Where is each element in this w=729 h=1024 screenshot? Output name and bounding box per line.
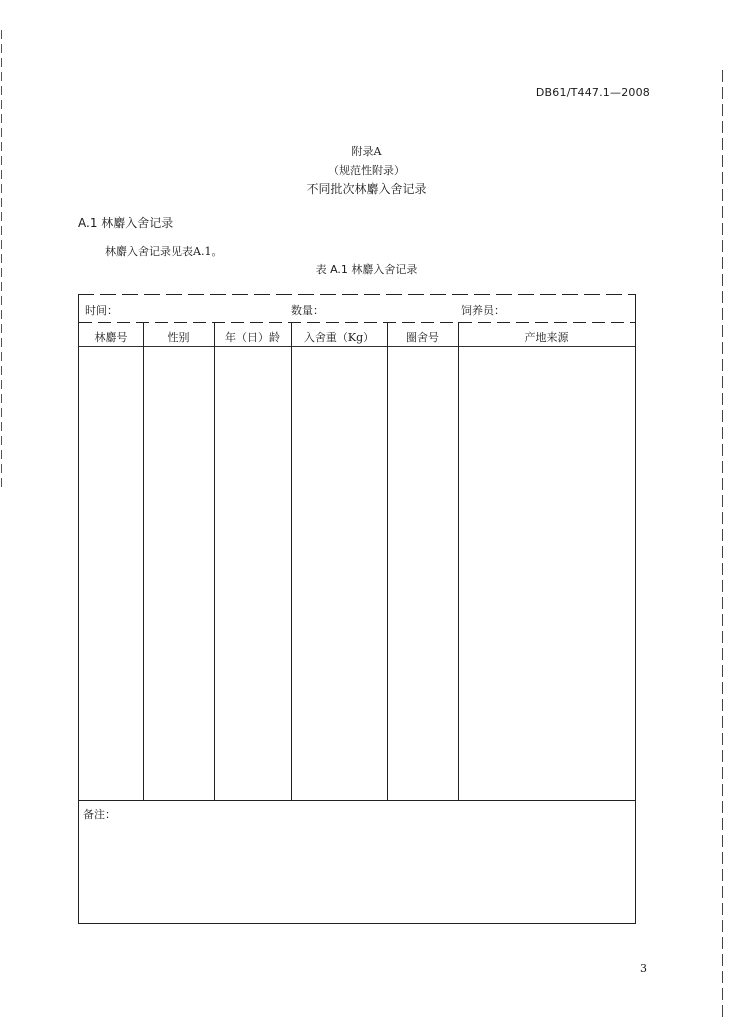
- column-header-sex: 性别: [167, 331, 190, 344]
- column-header-musk-deer-id: 林麝号: [94, 331, 128, 344]
- column-divider: [143, 322, 144, 800]
- column-header-pen-number: 圈舍号: [406, 331, 439, 344]
- annex-title: 不同批次林麝入舍记录: [306, 182, 427, 196]
- annex-type: （规范性附录）: [328, 164, 405, 177]
- record-table: [78, 294, 636, 924]
- scan-edge-right: [722, 70, 723, 1020]
- meta-count-label: 数量：: [291, 304, 324, 317]
- meta-time-label: 时间：: [85, 304, 118, 317]
- section-heading: A.1 林麝入舍记录: [78, 216, 174, 230]
- table-caption: 表 A.1 林麝入舍记录: [315, 263, 418, 276]
- column-header-age: 年（日）龄: [225, 331, 280, 344]
- column-header-origin: 产地来源: [524, 331, 569, 344]
- column-divider: [387, 322, 388, 800]
- section-body: 林麝入舍记录见表A.1。: [105, 245, 223, 258]
- header-divider: [79, 346, 635, 347]
- remarks-divider: [79, 800, 635, 801]
- page-number: 3: [640, 962, 647, 975]
- standard-code: DB61/T447.1—2008: [535, 86, 650, 99]
- remarks-label: 备注：: [83, 808, 116, 821]
- column-divider: [291, 322, 292, 800]
- annex-label: 附录A: [351, 145, 382, 158]
- scan-edge-left: [1, 30, 2, 490]
- table-meta-row: [79, 294, 635, 322]
- meta-divider: [79, 322, 635, 323]
- column-divider: [214, 322, 215, 800]
- column-header-entry-weight: 入舍重（Kg）: [303, 331, 375, 344]
- meta-keeper-label: 饲养员：: [461, 304, 505, 317]
- column-divider: [458, 322, 459, 800]
